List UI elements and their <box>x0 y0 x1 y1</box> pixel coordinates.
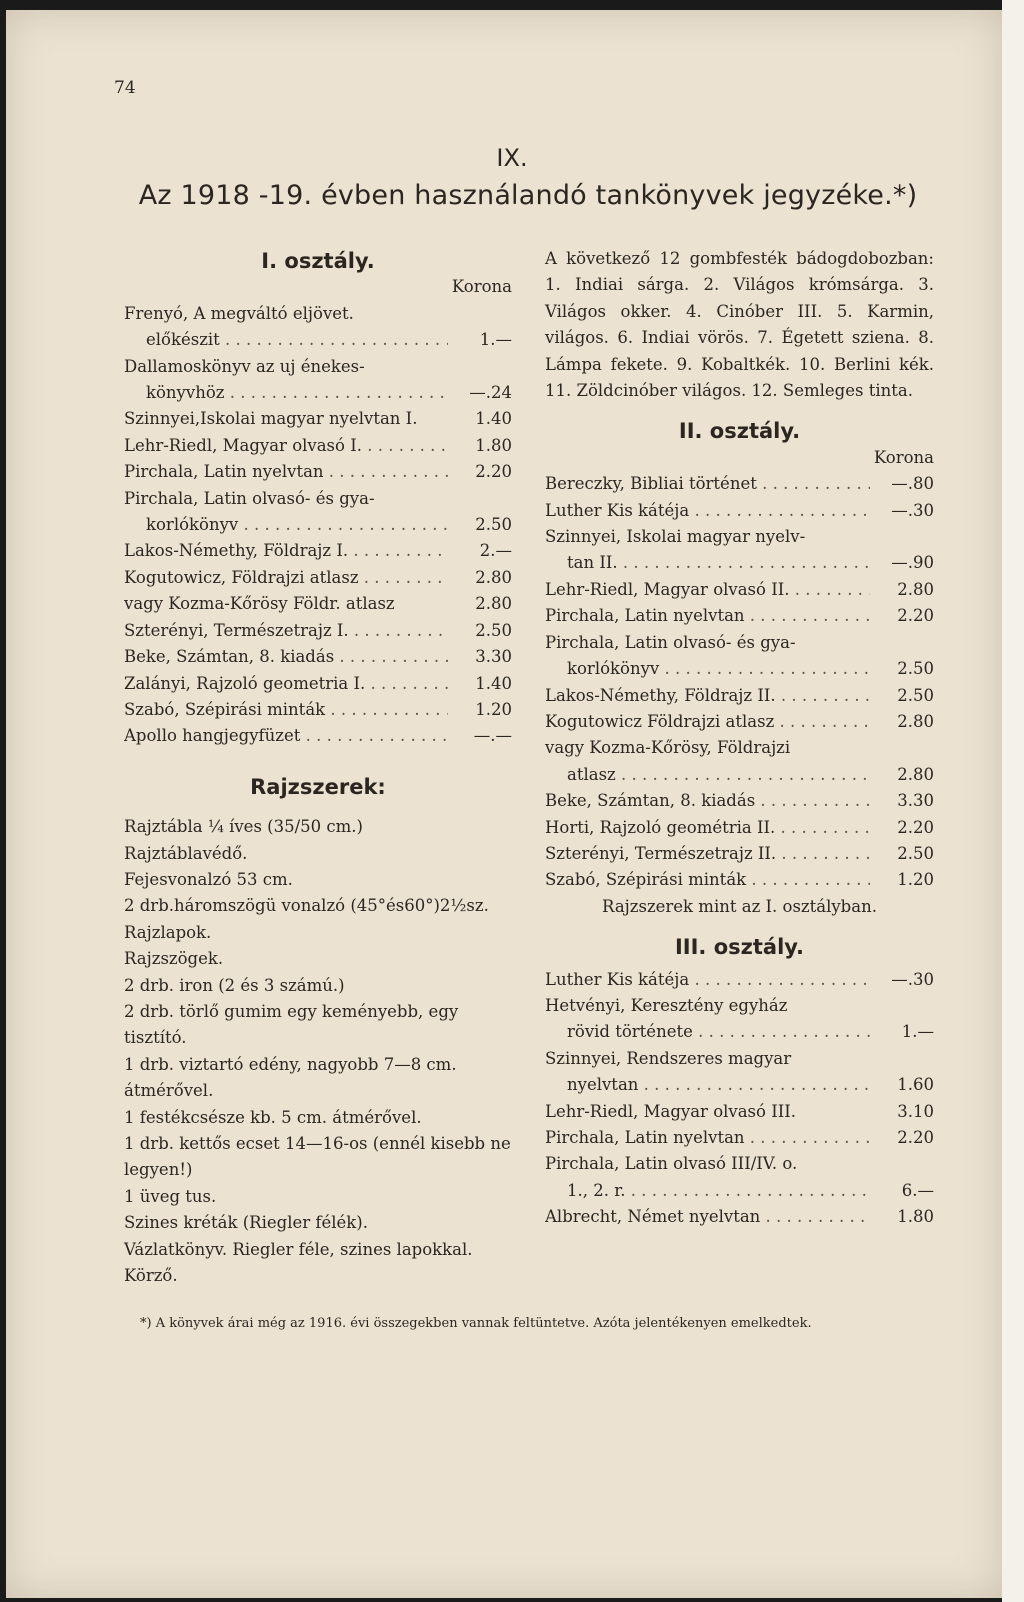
supply-item: Körző. <box>124 1266 178 1286</box>
book-title: Albrecht, Német nyelvtan . . . <box>545 1204 870 1230</box>
book-title: Pirchala, Latin nyelvtan . . . <box>545 1125 870 1151</box>
supply-item: Rajzlapok. <box>124 922 212 942</box>
book-price: 3.30 <box>475 647 512 667</box>
book-price: 6.— <box>901 1180 934 1200</box>
book-title: Beke, Számtan, 8. kiadás . . . <box>545 788 870 814</box>
book-row <box>545 603 934 629</box>
supply-item: 2 drb. iron (2 és 3 számú.) <box>124 975 345 995</box>
supply-item: Rajzszögek. <box>124 949 224 969</box>
book-row <box>545 524 934 550</box>
book-row <box>124 618 512 644</box>
book-row <box>124 644 512 670</box>
book-title: vagy Kozma-Kőrösy, Földrajzi <box>545 738 791 758</box>
book-title: Pirchala, Latin nyelvtan . . . <box>124 459 448 485</box>
book-row <box>124 671 512 697</box>
supply-item: Szines kréták (Riegler félék). <box>124 1213 368 1233</box>
paint-set-paragraph: A következő 12 gombfesték bádogdobozban: 1. Indiai sárga. 2. Világos krómsárga. 3. Világos okker. 4. Cinóber III. 5. Karmin, világos. 6. Indiai vörös. 7. Égetett sziena. 8. Lámpa fekete. 9. Kobaltkék. 10. Berlini kék. 11. Zöldcinóber világos. 12. Semleges tinta. <box>545 249 934 401</box>
book-price: 3.10 <box>897 1101 934 1121</box>
book-title: Bereczky, Bibliai történet . . . <box>545 471 870 497</box>
book-title: Lakos-Némethy, Földrajz I. . . . <box>124 538 448 564</box>
book-row <box>124 591 512 617</box>
currency-label-2: Korona <box>873 447 934 467</box>
book-price: 2.20 <box>897 817 934 837</box>
class2-book-list <box>545 471 934 894</box>
book-title: korlókönyv . . . <box>146 512 448 538</box>
book-row <box>124 354 512 380</box>
book-price: 2.20 <box>897 1128 934 1147</box>
book-price: 2.— <box>479 541 512 561</box>
section-number: IX. <box>496 144 528 172</box>
book-title: korlókönyv . . . <box>567 656 870 682</box>
book-price: —.30 <box>891 969 934 989</box>
book-price: 1.40 <box>475 673 512 693</box>
book-title: Luther Kis kátéja . . . <box>545 498 870 524</box>
book-row <box>124 327 512 353</box>
supply-item: 1 drb. viztartó edény, nagyobb 7—8 cm. átmérővel. <box>124 1054 457 1101</box>
book-row <box>545 1019 934 1045</box>
supply-item: 1 festékcsésze kb. 5 cm. átmérővel. <box>124 1107 422 1127</box>
right-column <box>545 246 934 1231</box>
book-title: Pirchala, Latin olvasó- és gya- <box>124 488 375 508</box>
class3-book-list <box>545 967 934 1231</box>
book-row <box>545 709 934 735</box>
book-title: Pirchala, Latin olvasó- és gya- <box>545 632 796 652</box>
book-title: tan II. . . . <box>567 550 870 576</box>
supply-item: Rajztábla ¼ íves (35/50 cm.) <box>124 817 363 837</box>
book-title: Hetvényi, Keresztény egyház <box>545 995 788 1015</box>
class1-heading: I. osztály. <box>261 249 375 273</box>
book-row <box>124 459 512 485</box>
book-row <box>545 762 934 788</box>
page-title: Az 1918 -19. évben használandó tankönyvek jegyzéke.*) <box>138 180 918 211</box>
book-row <box>545 1072 934 1098</box>
book-price: 2.50 <box>897 685 934 705</box>
book-row <box>545 498 934 524</box>
book-row <box>545 683 934 709</box>
book-row <box>124 565 512 591</box>
book-title: Lehr-Riedl, Magyar olvasó II. . . . <box>545 577 870 603</box>
footnote: *) A könyvek árai még az 1916. évi összegekben vannak feltüntetve. Azóta jelentékenyen emelkedtek. <box>140 1316 812 1331</box>
book-price: 2.80 <box>897 764 934 784</box>
book-row <box>545 577 934 603</box>
book-row <box>545 630 934 656</box>
book-row <box>124 723 512 749</box>
book-price: —.30 <box>891 500 934 520</box>
book-price: 2.50 <box>897 659 934 679</box>
book-title: Szinnyei, Iskolai magyar nyelv- <box>545 527 806 547</box>
book-price: 1.60 <box>897 1075 934 1095</box>
currency-label: Korona <box>451 277 512 297</box>
book-title: Horti, Rajzoló geométria II. . . . <box>545 815 870 841</box>
book-price: 1.80 <box>475 435 512 455</box>
supply-item: 2 drb.háromszögü vonalzó (45°és60°)2½sz. <box>124 896 489 916</box>
supply-item: Rajztáblavédő. <box>124 843 248 863</box>
book-title: Szinnyei,Iskolai magyar nyelvtan I. <box>124 409 418 429</box>
class3-heading: III. osztály. <box>674 935 805 960</box>
book-title: Beke, Számtan, 8. kiadás . . . <box>124 644 448 670</box>
book-price: 2.80 <box>897 579 934 599</box>
book-title: Szabó, Szépirási minták . . . <box>124 697 448 723</box>
book-price: —.90 <box>891 553 934 573</box>
book-price: —.24 <box>469 383 512 403</box>
book-title: Apollo hangjegyfüzet . . . <box>124 723 448 749</box>
book-price: 1.20 <box>475 699 512 719</box>
book-title: Lakos-Némethy, Földrajz II. . . . <box>545 683 870 709</box>
book-row <box>545 656 934 682</box>
supply-item: 2 drb. törlő gumim egy keményebb, egy tisztító. <box>124 1001 459 1048</box>
book-title: Pirchala, Latin olvasó III/IV. o. <box>545 1154 798 1174</box>
book-title: előkészit . . . <box>146 327 448 353</box>
book-title: Kogutowicz, Földrajzi atlasz . . . <box>124 565 448 591</box>
book-row <box>545 550 934 576</box>
book-row <box>124 512 512 538</box>
book-title: Szterényi, Természetrajz I. . . . <box>124 618 448 644</box>
book-price: 1.20 <box>897 870 934 890</box>
class2-heading: II. osztály. <box>678 419 801 444</box>
book-row <box>545 1046 934 1072</box>
supply-item: 1 üveg tus. <box>124 1186 217 1206</box>
book-title: 1., 2. r. . . . <box>567 1178 870 1204</box>
supplies-heading: Rajzszerek: <box>250 774 386 799</box>
book-title: Szinnyei, Rendszeres magyar <box>545 1048 792 1068</box>
book-price: 2.20 <box>475 462 512 482</box>
book-row <box>545 1204 934 1230</box>
supply-item: 1 drb. kettős ecset 14—16-os (ennél kisebb ne legyen!) <box>124 1134 511 1180</box>
book-row <box>545 471 934 497</box>
book-price: 1.— <box>479 330 512 350</box>
supply-item: Vázlatkönyv. Riegler féle, szines lapokkal. <box>124 1239 473 1259</box>
book-price: —.80 <box>891 474 934 494</box>
book-title: könyvhöz . . . <box>146 380 448 406</box>
book-row <box>545 967 934 993</box>
book-price: 3.30 <box>897 791 934 811</box>
book-row <box>545 735 934 761</box>
book-title: atlasz . . . <box>567 762 870 788</box>
book-row <box>124 301 512 327</box>
book-price: 1.40 <box>475 409 512 429</box>
book-title: Zalányi, Rajzoló geometria I. . . . <box>124 671 448 697</box>
book-title: Lehr-Riedl, Magyar olvasó I. . . . <box>124 433 448 459</box>
book-title: Luther Kis kátéja . . . <box>545 967 870 993</box>
book-row <box>124 380 512 406</box>
book-price: 2.50 <box>475 515 512 535</box>
book-price: 2.50 <box>897 843 934 863</box>
book-row <box>545 788 934 814</box>
book-row <box>124 406 512 432</box>
book-title: Frenyó, A megváltó eljövet. <box>124 303 354 323</box>
book-row <box>545 867 934 893</box>
book-row <box>124 697 512 723</box>
class2-note: Rajzszerek mint az I. osztályban. <box>602 896 877 916</box>
book-title: rövid története . . . <box>567 1019 870 1045</box>
book-price: 2.50 <box>475 620 512 640</box>
book-price: —.— <box>473 726 512 746</box>
book-row <box>124 486 512 512</box>
book-row <box>124 433 512 459</box>
book-price: 2.80 <box>475 567 512 587</box>
book-row <box>545 993 934 1019</box>
book-title: Lehr-Riedl, Magyar olvasó III. <box>545 1101 797 1121</box>
book-row <box>545 815 934 841</box>
book-title: Szabó, Szépirási minták . . . <box>545 867 870 893</box>
book-title: nyelvtan . . . <box>567 1072 870 1098</box>
left-column <box>124 248 512 1289</box>
book-title: Kogutowicz Földrajzi atlasz . . . <box>545 709 870 735</box>
book-row <box>545 1151 934 1177</box>
book-price: 1.— <box>901 1022 934 1042</box>
book-title: Dallamoskönyv az uj énekes- <box>124 356 365 376</box>
book-title: Szterényi, Természetrajz II. . . . <box>545 841 870 867</box>
book-price: 2.20 <box>897 606 934 626</box>
page-number: 74 <box>114 78 136 98</box>
book-row <box>545 1125 934 1151</box>
page-edge <box>1002 0 1024 1602</box>
book-row <box>545 1099 934 1125</box>
book-price: 2.80 <box>897 711 934 731</box>
book-title: Pirchala, Latin nyelvtan . . . <box>545 603 870 629</box>
book-row <box>124 538 512 564</box>
book-row <box>545 1178 934 1204</box>
book-price: 2.80 <box>475 594 512 614</box>
supplies-list <box>124 814 512 1289</box>
book-title: vagy Kozma-Kőrösy Földr. atlasz <box>124 594 395 614</box>
book-price: 1.80 <box>897 1207 934 1227</box>
supply-item: Fejesvonalzó 53 cm. <box>124 869 293 889</box>
class1-book-list <box>124 301 512 750</box>
book-row <box>545 841 934 867</box>
